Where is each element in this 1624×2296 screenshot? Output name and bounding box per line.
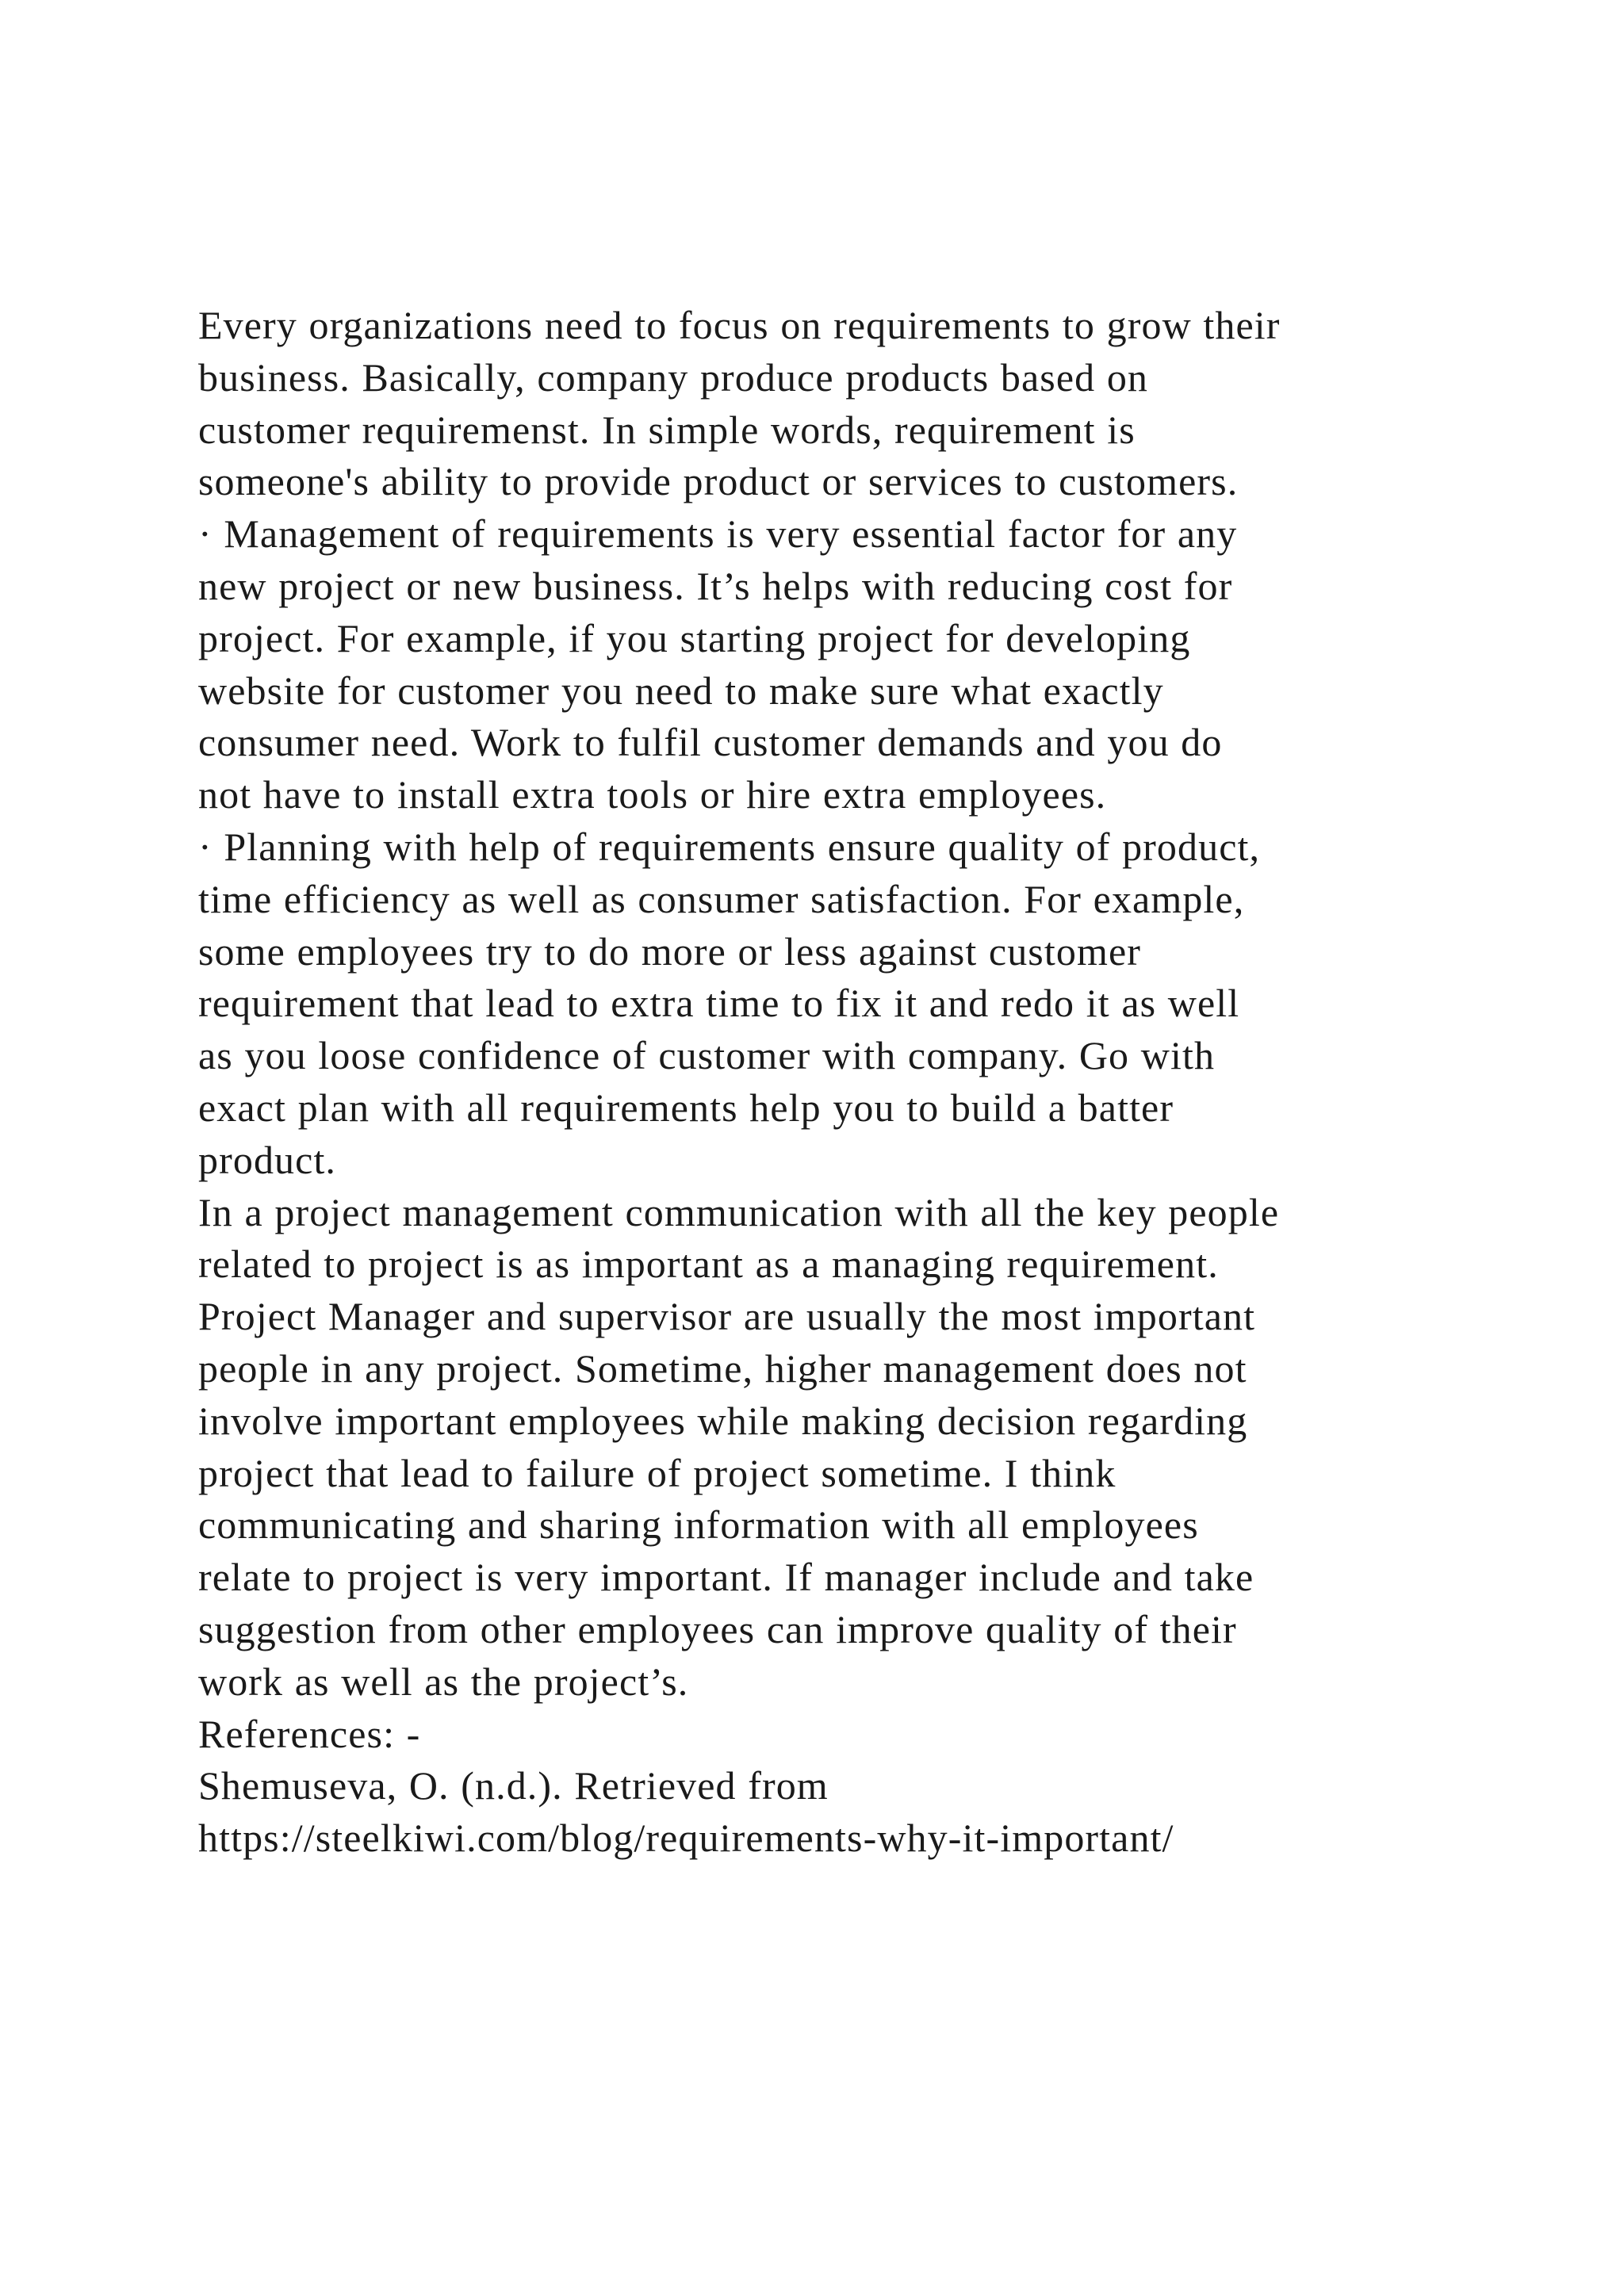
text-line: as you loose confidence of customer with company. Go with [198,1033,1216,1078]
text-line: not have to install extra tools or hire extra employees. [198,772,1107,817]
text-line: communicating and sharing information with all employees [198,1502,1199,1548]
text-line: relate to project is very important. If manager include and take [198,1555,1254,1600]
text-line: new project or new business. It’s helps with reducing cost for [198,563,1233,608]
reference-citation: Shemuseva, O. (n.d.). Retrieved from [198,1763,829,1808]
text-line: project that lead to failure of project sometime. I think [198,1450,1116,1495]
references-heading: References: - [198,1711,421,1756]
bullet-line: · Planning with help of requirements ensure quality of product, [198,824,1261,869]
text-line: work as well as the project’s. [198,1659,689,1704]
text-line: Project Manager and supervisor are usually the most important [198,1294,1256,1339]
document-body [198,300,1546,1865]
text-line: exact plan with all requirements help you to build a batter [198,1085,1174,1130]
text-line: website for customer you need to make sure what exactly [198,668,1164,713]
text-line: customer requiremenst. In simple words, requirement is [198,407,1136,452]
text-line: consumer need. Work to fulfil customer demands and you do [198,720,1223,765]
text-line: related to project is as important as a managing requirement. [198,1242,1219,1287]
text-line: project. For example, if you starting project for developing [198,615,1191,660]
text-line: people in any project. Sometime, higher management does not [198,1345,1247,1391]
text-line: Every organizations need to focus on requirements to grow their [198,303,1281,347]
bullet-line: · Management of requirements is very essential factor for any [198,511,1238,557]
text-line: some employees try to do more or less against customer [198,928,1141,974]
text-line: requirement that lead to extra time to fix it and redo it as well [198,981,1240,1026]
text-line: involve important employees while making decision regarding [198,1398,1248,1443]
text-line: In a project management communication with all the key people [198,1189,1280,1234]
text-line: someone's ability to provide product or services to customers. [198,459,1239,504]
text-line: product. [198,1137,337,1182]
text-line: business. Basically, company produce products based on [198,354,1149,400]
text-line: time efficiency as well as consumer satisfaction. For example, [198,876,1245,921]
reference-url: https://steelkiwi.com/blog/requirements-why-it-important/ [198,1816,1174,1861]
text-line: suggestion from other employees can improve quality of their [198,1606,1237,1651]
